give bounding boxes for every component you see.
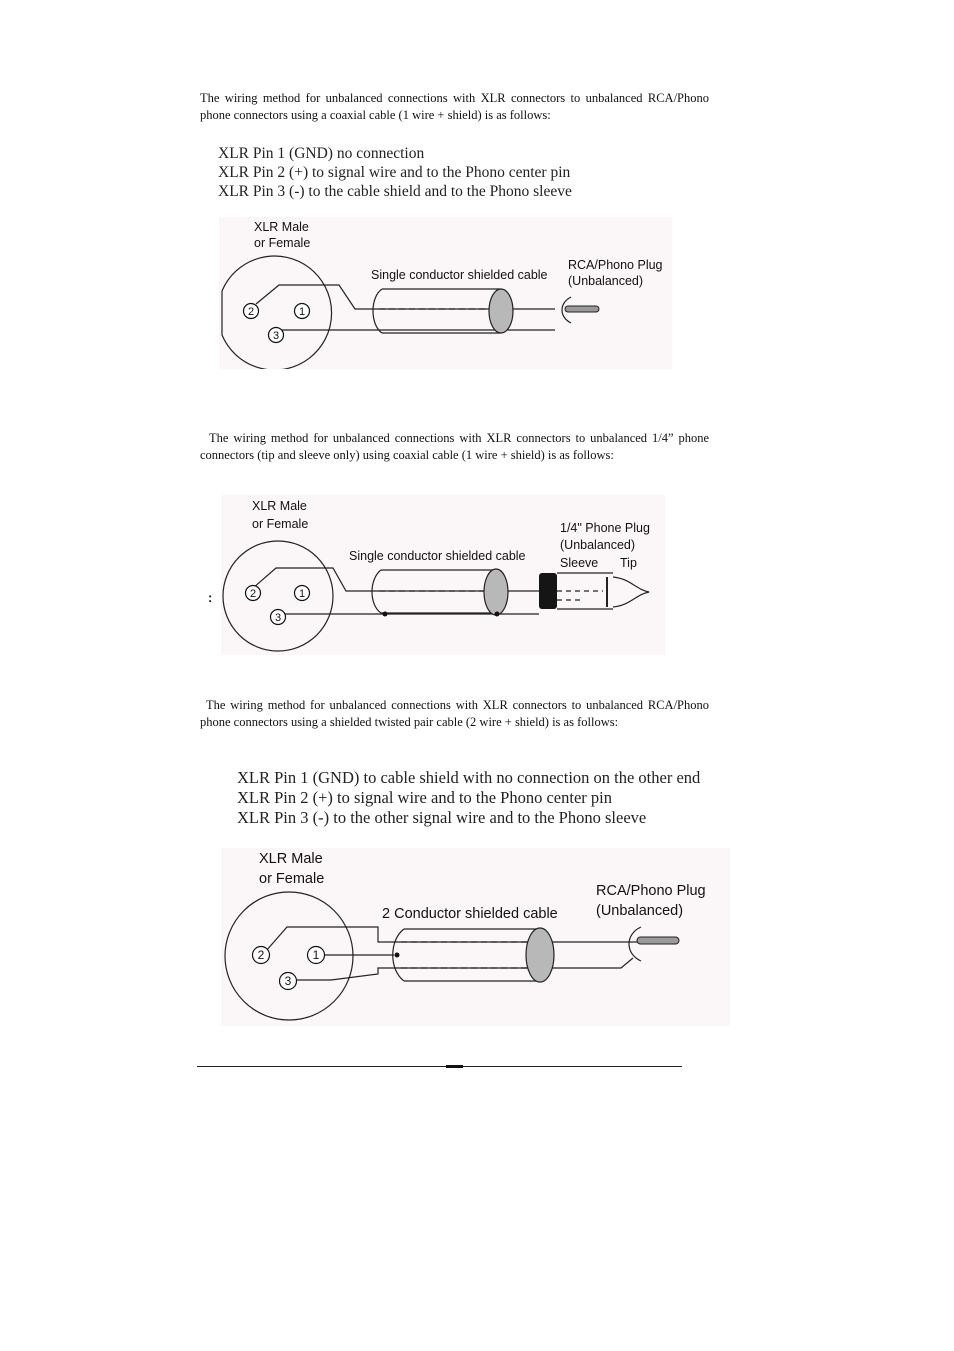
return-wire [293,968,556,980]
rca-sleeve-lead [556,958,633,968]
cable-end [526,928,554,982]
pin-line: XLR Pin 2 (+) to signal wire and to the Phono center pin [237,788,612,807]
plug-label-secondary: (Unbalanced) [568,274,644,288]
plug-label: RCA/Phono Plug [596,883,706,899]
pin-line: XLR Pin 3 (-) to the cable shield and to the Phono sleeve [218,183,572,200]
pin-line: XLR Pin 2 (+) to signal wire and to the Phono center pin [218,164,571,181]
xlr-label: XLR Male [252,499,307,513]
rca-center-pin [565,306,599,312]
wiring-diagram-phone-coaxial [221,495,665,655]
pin-line: XLR Pin 3 (-) to the other signal wire and to the Phono sleeve [237,808,647,827]
cable-label: 2 Conductor shielded cable [382,906,558,922]
page-number-mark [446,1065,463,1068]
xlr-label-secondary: or Female [252,517,309,531]
xlr-connector-body [222,256,332,369]
wiring-diagram-rca-coaxial [219,217,672,369]
xlr-connector-body [223,541,333,651]
intro-paragraph-phone-coaxial: The wiring method for unbalanced connections with XLR connectors to unbalanced 1/4” phone connectors (tip and sleeve only) using coaxial cable (1 wire + shield) is as follows: [200,431,709,462]
pin-3-number: 3 [274,612,282,624]
pin-1-number: 1 [298,306,306,318]
cable-end [484,569,508,615]
sleeve-label: Sleeve [560,556,599,570]
plug-sleeve-grip [539,573,557,609]
xlr-label: XLR Male [254,220,309,234]
tip-label: Tip [620,556,637,570]
pin-line: XLR Pin 1 (GND) no connection [218,145,425,162]
pin-3-number: 3 [272,330,280,342]
xlr-label-secondary: or Female [259,871,325,887]
plug-label-secondary: (Unbalanced) [596,903,684,919]
solder-point [495,612,500,617]
junction-point [395,953,400,958]
cable-label: Single conductor shielded cable [371,268,548,282]
pin-2-number: 2 [247,306,255,318]
pin-1-number: 1 [312,948,320,962]
xlr-connector-body [225,892,353,1020]
pin-list-rca-coaxial [218,144,572,201]
cable-label: Single conductor shielded cable [349,549,526,563]
solder-point [383,612,388,617]
pin-3-number: 3 [284,974,292,988]
plug-label: 1/4" Phone Plug [560,521,650,535]
xlr-label: XLR Male [259,851,323,867]
pin-2-number: 2 [257,948,265,962]
rca-center-pin [637,937,679,944]
stray-colon: : [208,590,213,605]
plug-label: RCA/Phono Plug [568,258,663,272]
pin-2-number: 2 [249,588,257,600]
plug-tip [613,577,649,607]
pin-list-rca-twisted-pair [237,768,700,828]
intro-paragraph-rca-coaxial: The wiring method for unbalanced connections with XLR connectors to unbalanced RCA/Phono phone connectors using a coaxial cable (1 wire + shield) is as follows: [200,91,709,122]
shield-left-cap [373,289,382,333]
shield-wire [266,927,556,951]
footer-rule [197,1066,682,1067]
cable-end [489,289,513,333]
pin-line: XLR Pin 1 (GND) to cable shield with no connection on the other end [237,768,701,787]
xlr-label-secondary: or Female [254,236,311,250]
plug-label-secondary: (Unbalanced) [560,538,636,552]
pin-1-number: 1 [298,588,306,600]
intro-paragraph-rca-twisted-pair: The wiring method for unbalanced connections with XLR connectors to unbalanced RCA/Phono phone connectors using a shielded twisted pair cable (2 wire + shield) is as follows: [200,698,709,729]
wiring-diagram-rca-twisted-pair [221,848,730,1026]
